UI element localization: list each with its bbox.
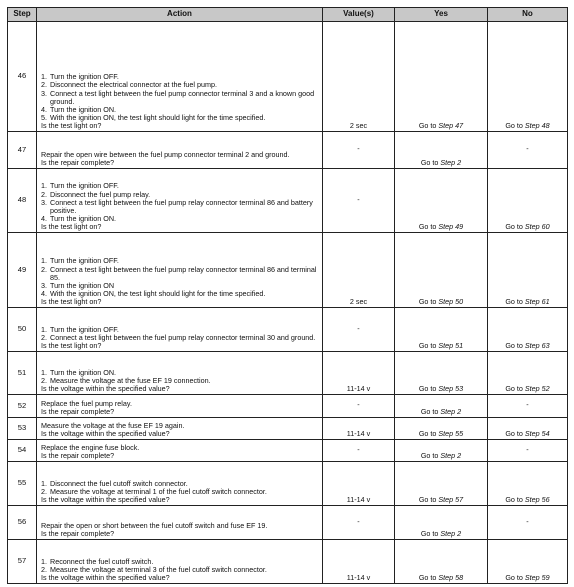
action-cell xyxy=(37,22,323,132)
instruction-number: 2. xyxy=(41,264,47,274)
action-instruction xyxy=(41,90,319,106)
value-cell: - xyxy=(323,395,395,418)
instruction-number: 2. xyxy=(41,189,47,199)
table-row xyxy=(8,308,568,352)
yes-cell xyxy=(395,418,488,440)
goto-prefix: Go to xyxy=(505,428,525,438)
instruction-text: Connect a test light between the fuel pump relay connector terminal 86 and terminal 85. xyxy=(50,264,317,282)
action-cell xyxy=(37,540,323,584)
goto-prefix: Go to xyxy=(418,340,439,350)
table-row xyxy=(8,233,568,308)
table-row xyxy=(8,540,568,584)
goto-prefix: Go to xyxy=(505,494,525,504)
step-reference: Step 2 xyxy=(440,528,462,538)
action-cell xyxy=(37,233,323,308)
action-text: Is the repair complete? xyxy=(41,406,115,416)
step-reference: Step 2 xyxy=(440,406,462,416)
step-number: 51 xyxy=(8,352,37,395)
header-yes: Yes xyxy=(395,8,488,22)
instruction-number: 2. xyxy=(41,375,47,385)
header-action: Action xyxy=(37,8,323,22)
value-cell: - xyxy=(323,132,395,169)
instruction-number: 4. xyxy=(41,104,47,114)
step-number: 49 xyxy=(8,233,37,308)
header-step: Step xyxy=(8,8,37,22)
goto-prefix: Go to xyxy=(418,572,439,582)
instruction-text: Turn the ignition OFF. xyxy=(50,324,119,334)
step-reference: Step 53 xyxy=(438,383,464,393)
instruction-number: 1. xyxy=(41,181,47,191)
table-row xyxy=(8,395,568,418)
action-text: Is the voltage within the specified value? xyxy=(41,428,170,438)
yes-cell xyxy=(395,233,488,308)
goto-prefix: Go to xyxy=(420,528,441,538)
instruction-text: Reconnect the fuel cutoff switch. xyxy=(50,556,154,566)
step-reference: Step 61 xyxy=(524,296,550,306)
instruction-text: Measure the voltage at the fuse EF 19 connection. xyxy=(50,375,211,385)
no-cell: - xyxy=(488,440,568,462)
instruction-number: 3. xyxy=(41,197,47,207)
goto-prefix: Go to xyxy=(418,221,439,231)
instruction-number: 3. xyxy=(41,88,47,98)
action-text: Replace the engine fuse block. xyxy=(41,442,140,452)
goto-prefix: Go to xyxy=(505,572,525,582)
action-text: Is the repair complete? xyxy=(41,157,115,167)
action-cell xyxy=(37,169,323,233)
yes-cell xyxy=(395,462,488,506)
instruction-number: 1. xyxy=(41,256,47,266)
instruction-number: 2. xyxy=(41,564,47,574)
diagnostic-table xyxy=(7,7,568,584)
header-no: No xyxy=(488,8,568,22)
no-cell xyxy=(488,352,568,395)
no-cell xyxy=(488,462,568,506)
instruction-text: With the ignition ON, the test light should light for the time specified. xyxy=(50,288,266,298)
step-reference: Step 57 xyxy=(438,494,464,504)
no-cell xyxy=(488,540,568,584)
action-text: Is the voltage within the specified value? xyxy=(41,572,170,582)
action-cell xyxy=(37,440,323,462)
action-cell xyxy=(37,395,323,418)
instruction-text: Disconnect the fuel pump relay. xyxy=(50,189,151,199)
table-row xyxy=(8,440,568,462)
value-cell: - xyxy=(323,440,395,462)
value-cell: 2 sec xyxy=(323,22,395,132)
action-text: Is the test light on? xyxy=(41,221,102,231)
value-cell: - xyxy=(323,308,395,352)
no-cell xyxy=(488,308,568,352)
header-row xyxy=(8,8,568,22)
instruction-text: Turn the ignition OFF. xyxy=(50,72,119,82)
step-reference: Step 49 xyxy=(438,221,464,231)
goto-prefix: Go to xyxy=(505,296,525,306)
yes-cell xyxy=(395,169,488,233)
goto-prefix: Go to xyxy=(505,383,525,393)
step-number: 48 xyxy=(8,169,37,233)
no-cell xyxy=(488,169,568,233)
goto-prefix: Go to xyxy=(418,383,439,393)
value-cell: 11-14 v xyxy=(323,418,395,440)
instruction-text: Connect a test light between the fuel pump relay connector terminal 86 and battery positive. xyxy=(50,197,313,215)
step-reference: Step 48 xyxy=(524,120,550,130)
goto-prefix: Go to xyxy=(420,157,441,167)
step-reference: Step 60 xyxy=(524,221,550,231)
value-cell: - xyxy=(323,506,395,540)
action-cell xyxy=(37,418,323,440)
goto-prefix: Go to xyxy=(505,221,525,231)
instruction-text: Measure the voltage at terminal 3 of the fuel cutoff switch connector. xyxy=(50,564,267,574)
yes-cell xyxy=(395,506,488,540)
step-reference: Step 2 xyxy=(440,157,462,167)
step-number: 53 xyxy=(8,418,37,440)
goto-prefix: Go to xyxy=(418,494,439,504)
table-row xyxy=(8,169,568,233)
action-text: Is the repair complete? xyxy=(41,528,115,538)
instruction-text: Turn the ignition ON. xyxy=(50,104,117,114)
instruction-number: 4. xyxy=(41,213,47,223)
instruction-number: 1. xyxy=(41,367,47,377)
action-text: Is the repair complete? xyxy=(41,450,115,460)
table-row xyxy=(8,22,568,132)
step-reference: Step 52 xyxy=(524,383,550,393)
instruction-text: Turn the ignition OFF. xyxy=(50,256,119,266)
action-text: Is the test light on? xyxy=(41,120,102,130)
value-cell: 2 sec xyxy=(323,233,395,308)
goto-prefix: Go to xyxy=(505,120,525,130)
instruction-text: With the ignition ON, the test light should light for the time specified. xyxy=(50,112,266,122)
action-text: Is the test light on? xyxy=(41,296,102,306)
instruction-number: 2. xyxy=(41,486,47,496)
goto-prefix: Go to xyxy=(505,340,525,350)
instruction-number: 1. xyxy=(41,324,47,334)
value-cell: 11-14 v xyxy=(323,540,395,584)
step-reference: Step 59 xyxy=(524,572,550,582)
step-reference: Step 2 xyxy=(440,450,462,460)
instruction-text: Disconnect the fuel cutoff switch connector. xyxy=(50,478,188,488)
action-text: Repair the open wire between the fuel pump connector terminal 2 and ground. xyxy=(41,149,290,159)
step-reference: Step 55 xyxy=(438,428,464,438)
instruction-text: Measure the voltage at terminal 1 of the fuel cutoff switch connector. xyxy=(50,486,267,496)
instruction-text: Connect a test light between the fuel pump relay connector terminal 30 and ground. xyxy=(50,332,316,342)
table-row xyxy=(8,462,568,506)
action-text: Is the test light on? xyxy=(41,340,102,350)
step-number: 47 xyxy=(8,132,37,169)
step-number: 57 xyxy=(8,540,37,584)
step-number: 54 xyxy=(8,440,37,462)
instruction-text: Disconnect the electrical connector at the fuel pump. xyxy=(50,80,218,90)
action-instruction xyxy=(41,199,319,215)
instruction-text: Turn the ignition ON. xyxy=(50,213,117,223)
action-text: Replace the fuel pump relay. xyxy=(41,398,132,408)
action-cell xyxy=(37,308,323,352)
instruction-number: 1. xyxy=(41,72,47,82)
table-row xyxy=(8,352,568,395)
instruction-text: Turn the ignition ON. xyxy=(50,367,117,377)
yes-cell xyxy=(395,132,488,169)
instruction-number: 2. xyxy=(41,80,47,90)
action-text: Is the voltage within the specified value? xyxy=(41,383,170,393)
action-cell xyxy=(37,132,323,169)
instruction-number: 1. xyxy=(41,556,47,566)
goto-prefix: Go to xyxy=(418,296,439,306)
instruction-number: 4. xyxy=(41,288,47,298)
no-cell xyxy=(488,418,568,440)
no-cell: - xyxy=(488,132,568,169)
instruction-number: 2. xyxy=(41,332,47,342)
step-reference: Step 56 xyxy=(524,494,550,504)
no-cell xyxy=(488,233,568,308)
step-number: 50 xyxy=(8,308,37,352)
yes-cell xyxy=(395,308,488,352)
step-number: 55 xyxy=(8,462,37,506)
no-cell xyxy=(488,22,568,132)
value-cell: 11-14 v xyxy=(323,462,395,506)
step-reference: Step 58 xyxy=(438,572,464,582)
step-number: 46 xyxy=(8,22,37,132)
table-body xyxy=(8,22,568,584)
instruction-number: 3. xyxy=(41,280,47,290)
table-row xyxy=(8,506,568,540)
action-cell xyxy=(37,506,323,540)
action-text: Measure the voltage at the fuse EF 19 again. xyxy=(41,420,185,430)
step-reference: Step 51 xyxy=(438,340,464,350)
yes-cell xyxy=(395,352,488,395)
goto-prefix: Go to xyxy=(420,406,441,416)
value-cell: 11-14 v xyxy=(323,352,395,395)
yes-cell xyxy=(395,540,488,584)
step-reference: Step 50 xyxy=(438,296,464,306)
action-text: Is the voltage within the specified value? xyxy=(41,494,170,504)
action-cell xyxy=(37,352,323,395)
step-reference: Step 47 xyxy=(438,120,464,130)
step-reference: Step 63 xyxy=(524,340,550,350)
no-cell: - xyxy=(488,506,568,540)
action-cell xyxy=(37,462,323,506)
action-instruction xyxy=(41,266,319,282)
step-number: 56 xyxy=(8,506,37,540)
step-number: 52 xyxy=(8,395,37,418)
yes-cell xyxy=(395,395,488,418)
instruction-number: 1. xyxy=(41,478,47,488)
yes-cell xyxy=(395,22,488,132)
goto-prefix: Go to xyxy=(418,428,439,438)
header-values: Value(s) xyxy=(323,8,395,22)
action-text: Repair the open or short between the fuel cutoff switch and fuse EF 19. xyxy=(41,520,268,530)
goto-prefix: Go to xyxy=(418,120,439,130)
yes-cell xyxy=(395,440,488,462)
step-reference: Step 54 xyxy=(524,428,550,438)
instruction-text: Connect a test light between the fuel pump connector terminal 3 and a known good ground. xyxy=(50,88,315,106)
value-cell: - xyxy=(323,169,395,233)
instruction-text: Turn the ignition OFF. xyxy=(50,181,119,191)
instruction-number: 5. xyxy=(41,112,47,122)
table-row xyxy=(8,418,568,440)
goto-prefix: Go to xyxy=(420,450,441,460)
instruction-text: Turn the ignition ON xyxy=(50,280,115,290)
table-row xyxy=(8,132,568,169)
no-cell: - xyxy=(488,395,568,418)
